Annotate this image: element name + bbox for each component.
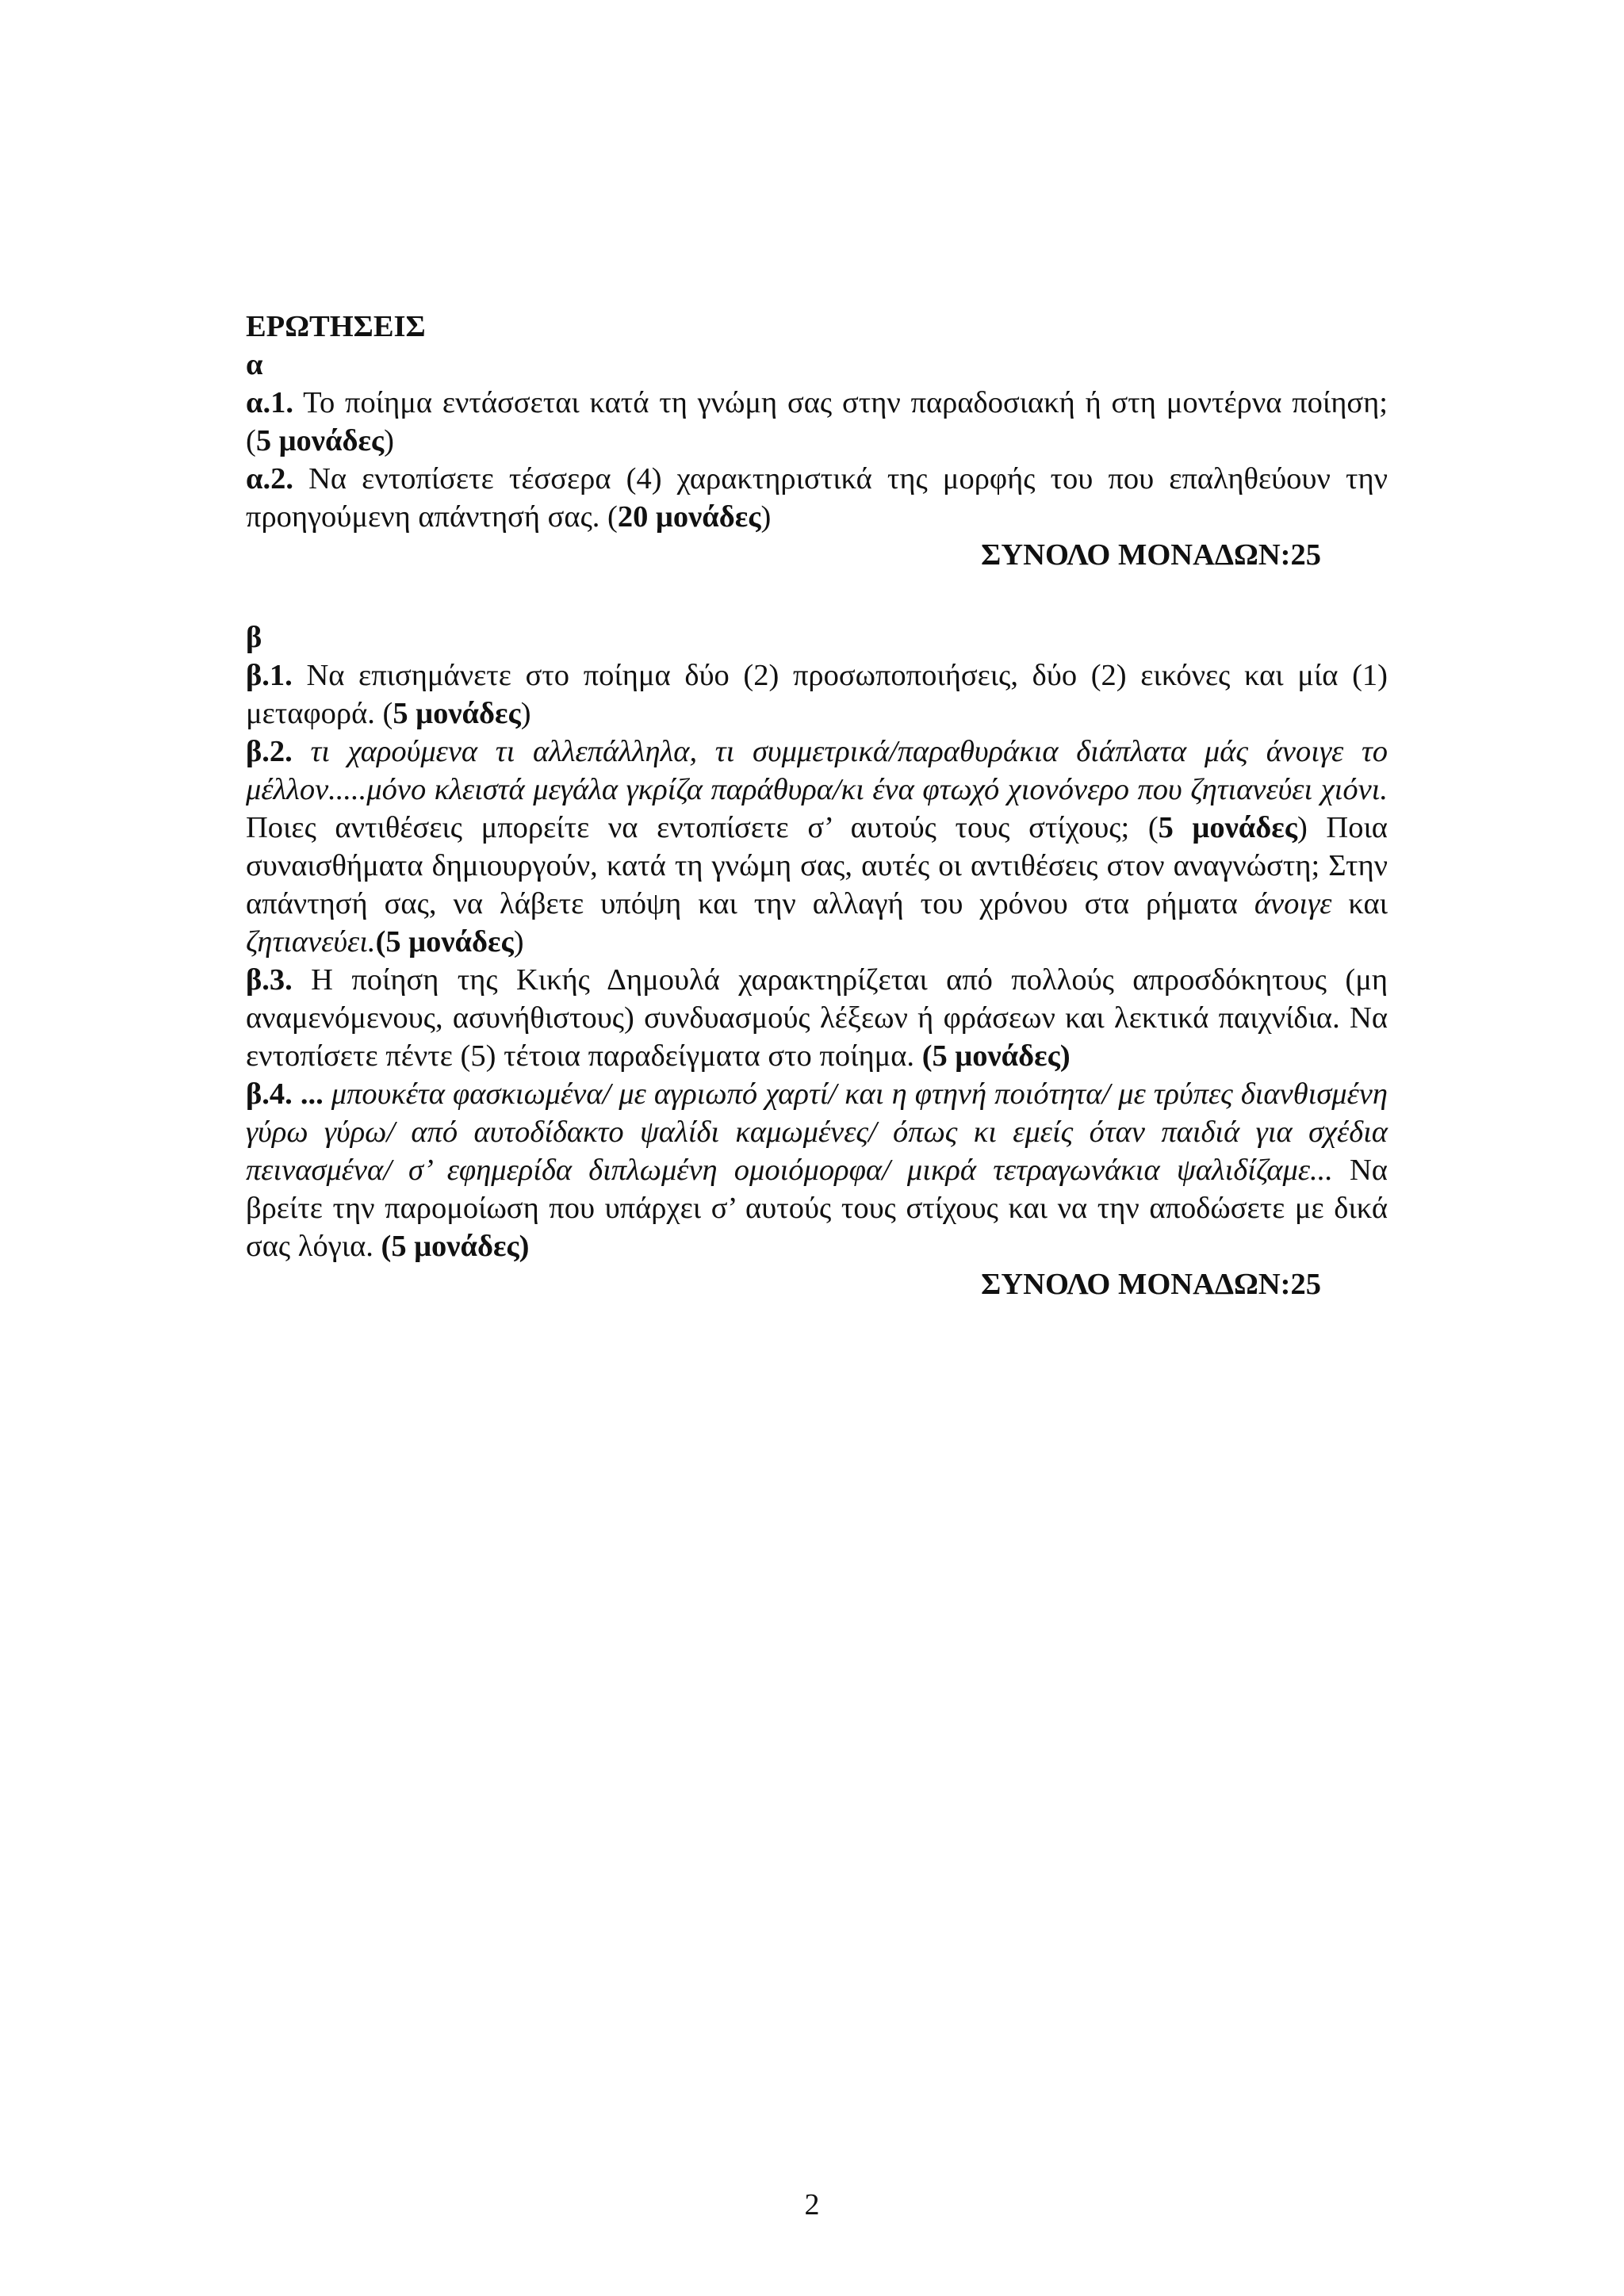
part-a-label: α <box>246 348 263 381</box>
question-b1 <box>246 656 1388 733</box>
marks: 5 μονάδες <box>255 424 385 457</box>
closing-paren: ) <box>520 697 531 730</box>
marks: 5 μονάδες <box>1158 811 1297 844</box>
question-number: β.1. <box>246 659 293 692</box>
closing-paren: ) <box>760 500 772 534</box>
question-text: Το ποίημα εντάσσεται κατά τη γνώμη σας στην παραδοσιακή ή στη μοντέρνα ποίηση; ( <box>246 386 1388 457</box>
poem-quote: τι χαρούμενα τι αλλεπάλληλα, τι συμμετρικά/παραθυράκια διάπλατα μάς άνοιγε το μέλλον.....μόνο κλειστά μεγάλα γκρίζα παράθυρα/κι ένα φτωχό χιονόνερο που ζητιανεύει χιόνι. <box>246 735 1388 806</box>
questions-section <box>246 308 1388 1303</box>
question-b3 <box>246 961 1388 1075</box>
section-title: ΕΡΩΤΗΣΕΙΣ <box>246 310 426 343</box>
marks: 20 μονάδες <box>617 500 761 534</box>
marks: 5 μονάδες <box>393 697 521 730</box>
marks: (5 μονάδες) <box>921 1039 1071 1073</box>
question-text: Να βρείτε την παρομοίωση που υπάρχει σ’ αυτούς τους στίχους και να την αποδώσετε με δικά σας λόγια. <box>246 1154 1388 1263</box>
question-b4 <box>246 1075 1388 1265</box>
question-text: Ποιες αντιθέσεις μπορείτε να εντοπίσετε σ’ αυτούς τους στίχους; ( <box>246 811 1159 844</box>
question-number: α.1. <box>246 386 293 419</box>
question-number: α.2. <box>246 462 293 496</box>
closing-paren: ) <box>513 925 524 959</box>
marks: (5 μονάδες) <box>381 1230 530 1263</box>
conjunction: και <box>1331 887 1388 920</box>
page-number: 2 <box>804 2188 820 2221</box>
part-b-total: ΣΥΝΟΛΟ ΜΟΝΑΔΩΝ:25 <box>981 1268 1321 1301</box>
question-text: ) Ποια συναισθήματα δημιουργούν, κατά τη γνώμη σας, αυτές οι αντιθέσεις στον αναγνώστη; Στην απάντησή σας, να λάβετε υπόψη και την αλλαγή του χρόνου στα ρήματα <box>246 811 1388 920</box>
spacer <box>246 574 1388 618</box>
question-text: Να επισημάνετε στο ποίημα δύο (2) προσωποποιήσεις, δύο (2) εικόνες και μία (1) μεταφορά. ( <box>246 659 1388 730</box>
question-text: Να εντοπίσετε τέσσερα (4) χαρακτηριστικά της μορφής του που επαληθεύουν την προηγούμενη απάντησή σας. ( <box>246 462 1388 534</box>
part-b-label: β <box>246 621 262 654</box>
question-number: β.3. <box>246 963 293 997</box>
question-b2 <box>246 733 1388 961</box>
verb-quote: άνοιγε <box>1254 887 1332 920</box>
marks: (5 μονάδες <box>375 925 514 959</box>
question-number: β.4. ... <box>246 1077 324 1111</box>
verb-quote: ζητιανεύει. <box>246 925 376 959</box>
question-number: β.2. <box>246 735 293 768</box>
question-text: Η ποίηση της Κικής Δημουλά χαρακτηρίζεται από πολλούς απροσδόκητους (μη αναμενόμενους, ασυνήθιστους) συνδυασμούς λέξεων ή φράσεων και λεκτικά παιχνίδια. Να εντοπίσετε πέντε (5) τέτοια παραδείγματα στο ποίημα. <box>246 963 1388 1073</box>
question-a2 <box>246 460 1388 536</box>
question-a1 <box>246 384 1388 460</box>
poem-quote: μπουκέτα φασκιωμένα/ με αγριωπό χαρτί/ και η φτηνή ποιότητα/ με τρύπες διανθισμένη γύρω γύρω/ από αυτοδίδακτο ψαλίδι καμωμένες/ όπως κι εμείς όταν παιδιά για σχέδια πεινασμένα/ σ’ εφημερίδα διπλωμένη ομοιόμορφα/ μικρά τετραγωνάκια ψαλιδίζαμε... <box>246 1077 1388 1187</box>
part-a-total: ΣΥΝΟΛΟ ΜΟΝΑΔΩΝ:25 <box>981 538 1321 572</box>
closing-paren: ) <box>384 424 394 457</box>
